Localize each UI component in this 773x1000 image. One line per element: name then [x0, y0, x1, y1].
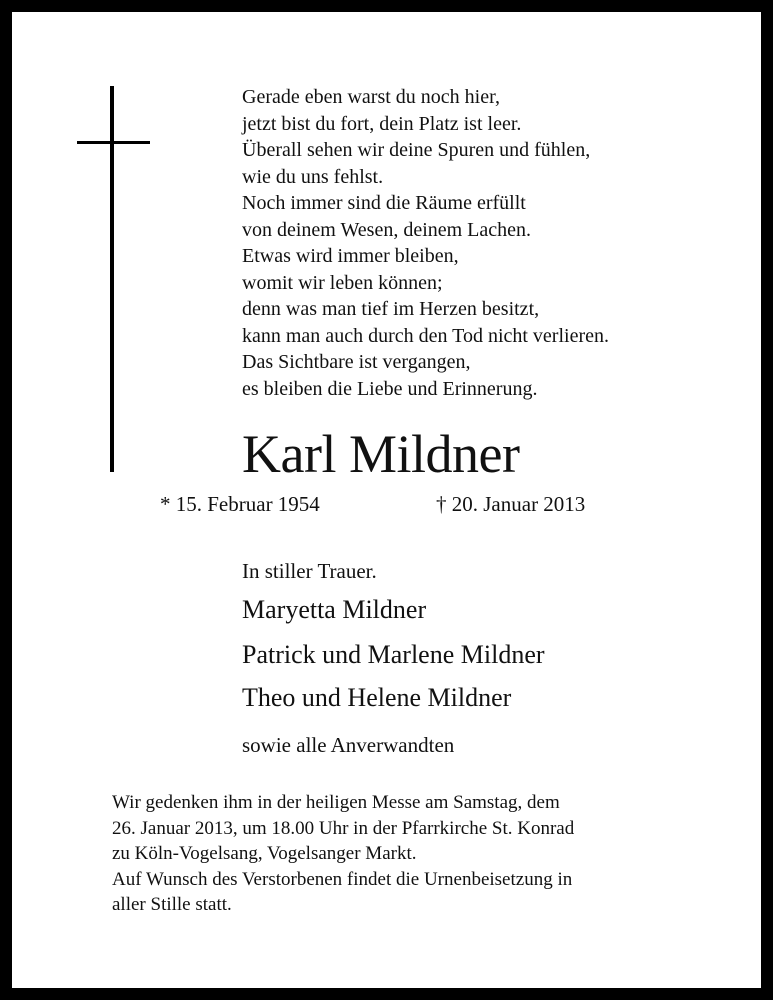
cross-horizontal-bar — [77, 141, 150, 144]
mass-notice — [112, 790, 672, 918]
mourner-name: Maryetta Mildner — [242, 595, 427, 624]
relatives-line: sowie alle Anverwandten — [242, 733, 455, 757]
poem-line: Noch immer sind die Räume erfüllt — [242, 192, 526, 214]
mourning-intro: In stiller Trauer. — [242, 559, 377, 583]
poem-line: es bleiben die Liebe und Erinnerung. — [242, 377, 538, 400]
poem-line: denn was man tief im Herzen besitzt, — [242, 298, 540, 320]
poem-line: wie du uns fehlst. — [242, 165, 384, 188]
poem-line: kann man auch durch den Tod nicht verlieren. — [242, 324, 609, 347]
poem-line: Etwas wird immer bleiben, — [242, 245, 459, 267]
poem-line: Gerade eben warst du noch hier, — [242, 86, 500, 108]
poem-line: womit wir leben können; — [242, 271, 443, 294]
memorial-poem — [242, 84, 609, 402]
mourner-name: Theo und Helene Mildner — [242, 683, 512, 712]
mourner-name: Patrick und Marlene Mildner — [242, 640, 545, 669]
birth-date: * 15. Februar 1954 — [160, 492, 320, 516]
notice-line: Auf Wunsch des Verstorbenen findet die Urnenbeisetzung in — [112, 868, 573, 890]
notice-line: 26. Januar 2013, um 18.00 Uhr in der Pfarrkirche St. Konrad — [112, 817, 575, 839]
poem-line: Überall sehen wir deine Spuren und fühlen, — [242, 139, 591, 161]
notice-line: Wir gedenken ihm in der heiligen Messe am Samstag, dem — [112, 792, 560, 813]
poem-line: jetzt bist du fort, dein Platz ist leer. — [242, 112, 522, 135]
deceased-name: Karl Mildner — [242, 424, 520, 484]
poem-line: Das Sichtbare ist vergangen, — [242, 351, 471, 373]
poem-line: von deinem Wesen, deinem Lachen. — [242, 218, 532, 241]
notice-line: zu Köln-Vogelsang, Vogelsanger Markt. — [112, 843, 417, 864]
notice-line: aller Stille statt. — [112, 894, 232, 915]
death-date: † 20. Januar 2013 — [436, 492, 586, 516]
